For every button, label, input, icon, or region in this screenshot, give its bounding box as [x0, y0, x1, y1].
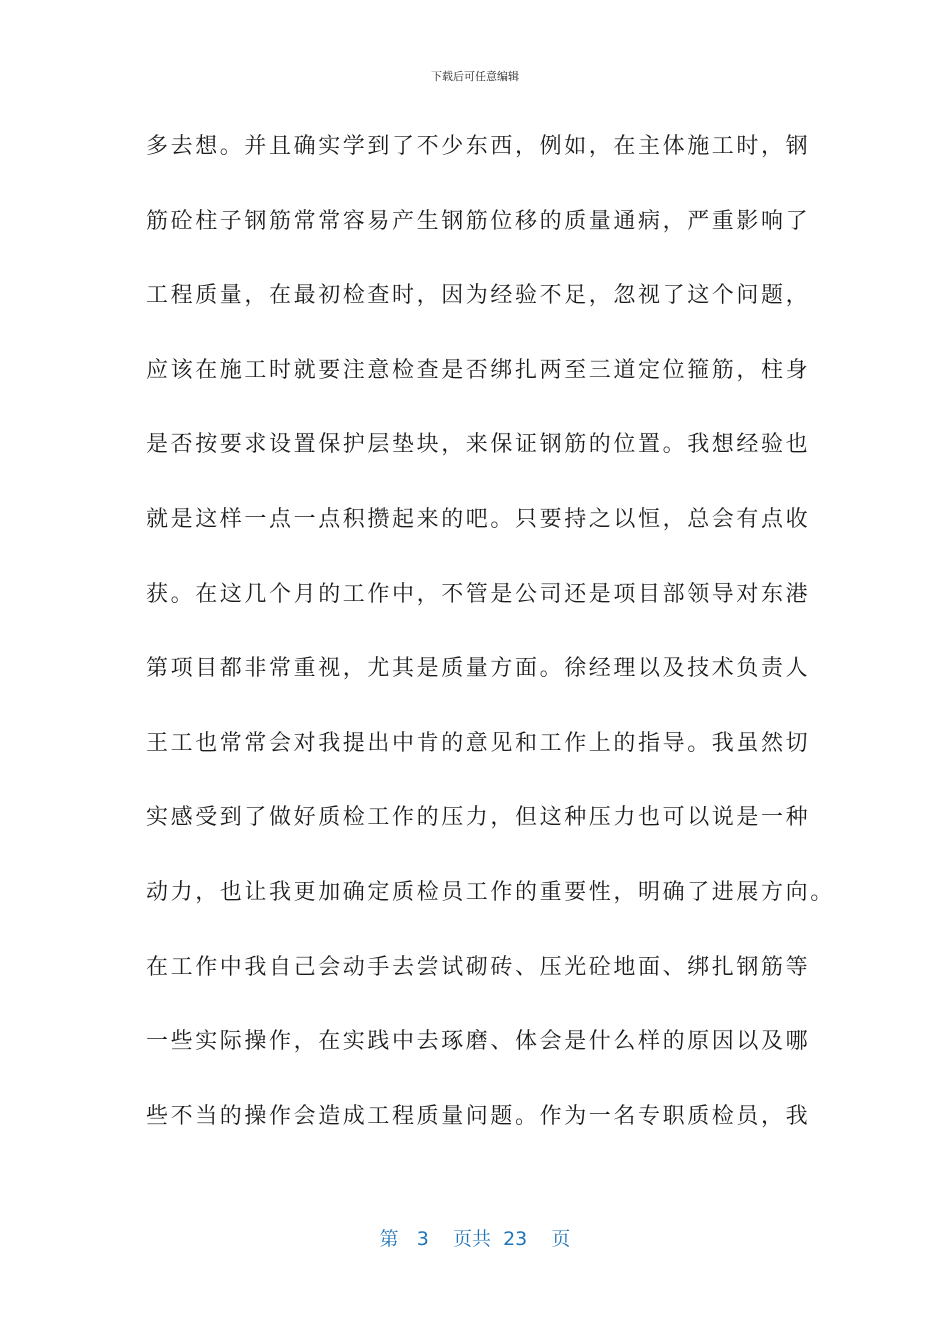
- text-line: 多去想。并且确实学到了不少东西，例如，在主体施工时，钢: [146, 134, 811, 159]
- text-line: 获。在这几个月的工作中，不管是公司还是项目部领导对东港: [146, 581, 811, 607]
- page-footer: [0, 1224, 950, 1251]
- current-page-number: 3: [416, 1228, 429, 1250]
- text-line: 第项目都非常重视，尤其是质量方面。徐经理以及技术负责人: [146, 656, 811, 682]
- total-pages-number: 23: [503, 1228, 528, 1250]
- body-text: [146, 128, 835, 1172]
- footer-middle: 页共: [452, 1228, 491, 1250]
- text-line: 些不当的操作会造成工程质量问题。作为一名专职质检员，我: [146, 1103, 811, 1129]
- text-line: 是否按要求设置保护层垫块，来保证钢筋的位置。我想经验也: [146, 432, 811, 458]
- text-line: 在工作中我自己会动手去尝试砌砖、压光砼地面、绑扎钢筋等: [146, 954, 811, 980]
- text-line: 实感受到了做好质检工作的压力，但这种压力也可以说是一种: [146, 805, 811, 831]
- footer-suffix: 页: [551, 1228, 571, 1250]
- text-line: 工程质量，在最初检查时，因为经验不足，忽视了这个问题，: [146, 283, 811, 309]
- page-header: 下载后可任意编辑: [431, 70, 519, 83]
- text-line: 就是这样一点一点积攒起来的吧。只要持之以恒，总会有点收: [146, 506, 811, 532]
- text-line: 动力，也让我更加确定质检员工作的重要性，明确了进展方向。: [146, 879, 835, 905]
- text-line: 筋砼柱子钢筋常常容易产生钢筋位移的质量通病，严重影响了: [146, 208, 811, 234]
- footer-prefix: 第: [379, 1228, 399, 1250]
- text-line: 王工也常常会对我提出中肯的意见和工作上的指导。我虽然切: [146, 730, 811, 756]
- text-line: 一些实际操作，在实践中去琢磨、体会是什么样的原因以及哪: [146, 1029, 811, 1055]
- text-line: 应该在施工时就要注意检查是否绑扎两至三道定位箍筋，柱身: [146, 357, 811, 383]
